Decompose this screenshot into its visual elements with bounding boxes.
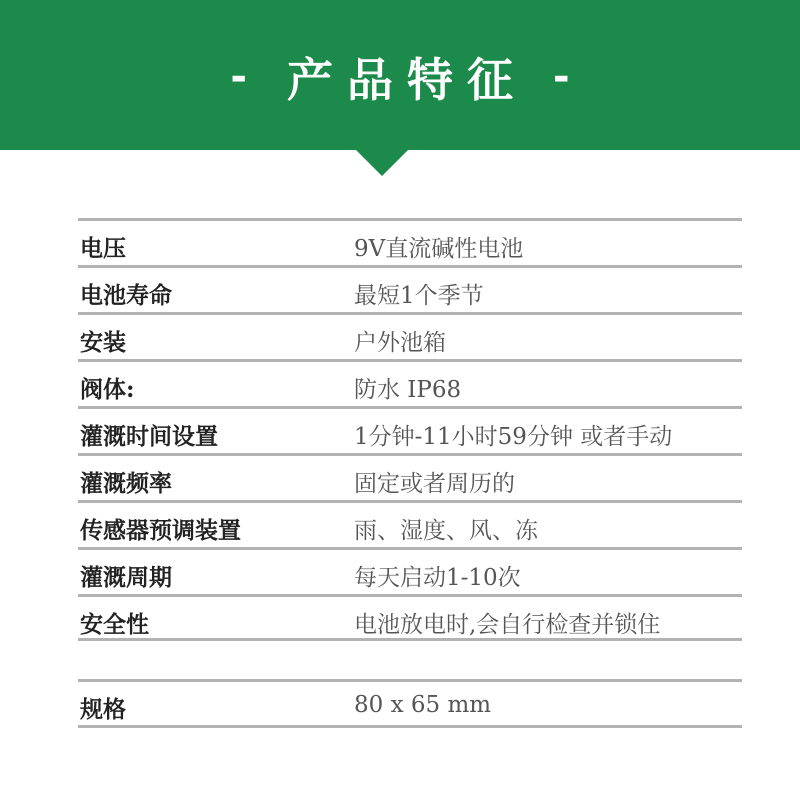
row-label: 传感器预调装置 xyxy=(80,517,241,544)
row-value: 9V直流碱性电池 xyxy=(354,236,524,262)
row-label: 安装 xyxy=(80,329,126,356)
title-dash-left: - xyxy=(230,54,247,100)
spec-value: 80 x 65 mm xyxy=(354,692,492,718)
row-value: 最短1个季节 xyxy=(354,283,484,309)
row-label: 阀体: xyxy=(80,376,135,403)
spec-row xyxy=(78,679,742,728)
row-value: 防水 IP68 xyxy=(354,377,462,403)
table-row xyxy=(78,265,742,312)
title-dash-right: - xyxy=(553,54,570,100)
table-row xyxy=(78,547,742,594)
header-title-group xyxy=(0,44,800,110)
row-label: 灌溉时间设置 xyxy=(80,423,218,450)
feature-table xyxy=(78,218,742,641)
row-label: 灌溉周期 xyxy=(80,564,172,591)
table-row xyxy=(78,594,742,641)
page-title: 产品特征 xyxy=(287,53,527,107)
row-value: 固定或者周历的 xyxy=(354,471,515,497)
row-label: 电压 xyxy=(80,235,126,262)
table-row xyxy=(78,406,742,453)
table-row xyxy=(78,453,742,500)
row-label: 电池寿命 xyxy=(80,282,172,309)
spec-label: 规格 xyxy=(80,696,126,723)
row-value: 1分钟-11小时59分钟 或者手动 xyxy=(354,424,673,450)
row-label: 安全性 xyxy=(80,611,149,638)
row-label: 灌溉频率 xyxy=(80,470,172,497)
table-row xyxy=(78,500,742,547)
table-row xyxy=(78,359,742,406)
row-value: 电池放电时,会自行检查并锁住 xyxy=(354,612,661,638)
banner-pointer xyxy=(356,150,408,176)
row-value: 雨、湿度、风、冻 xyxy=(354,518,538,544)
table-row xyxy=(78,312,742,359)
row-value: 户外池箱 xyxy=(354,330,446,356)
row-value: 每天启动1-10次 xyxy=(354,565,521,591)
table-row xyxy=(78,218,742,265)
